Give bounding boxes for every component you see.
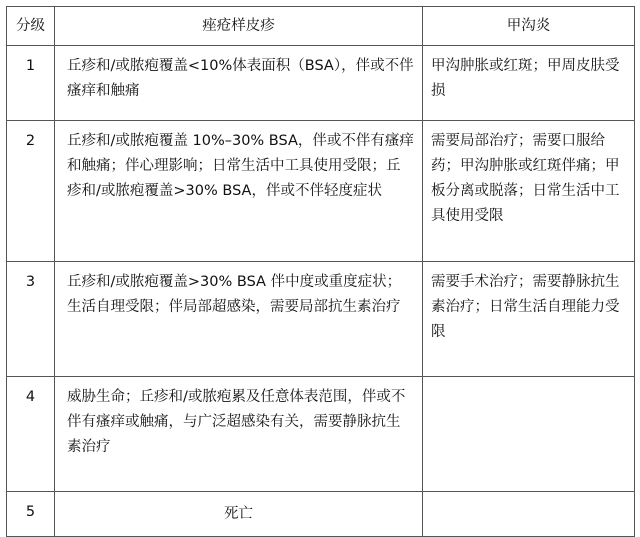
rash-text: 威胁生命；丘疹和/或脓疱累及任意体表范围，伴或不伴有瘙痒或触痛，与广泛超感染有关，需要静脉抗生素治疗: [67, 389, 406, 455]
rash-text: 丘疹和/或脓疱覆盖<10%体表面积（BSA），伴或不伴瘙痒和触痛: [67, 58, 414, 99]
nail-cell: [423, 377, 635, 492]
table-row: [7, 262, 635, 377]
rash-cell: [55, 46, 423, 121]
rash-text: 死亡: [224, 505, 253, 522]
rash-cell: [55, 121, 423, 262]
table-row: [7, 492, 635, 537]
table-row: [7, 46, 635, 121]
grade-cell: 5: [7, 492, 55, 537]
nail-text: 甲沟肿胀或红斑；甲周皮肤受损: [431, 58, 620, 99]
header-paronychia: 甲沟炎: [423, 7, 635, 46]
rash-cell: [55, 377, 423, 492]
rash-text: 丘疹和/或脓疱覆盖 10%–30% BSA，伴或不伴有瘙痒和触痛；伴心理影响；日常生活中工具使用受限；丘疹和/或脓疱覆盖>30% BSA，伴或不伴轻度症状: [67, 133, 414, 199]
grade-cell: 4: [7, 377, 55, 492]
rash-cell: [55, 492, 423, 537]
header-row: [7, 7, 635, 46]
table-row: [7, 121, 635, 262]
header-acneiform-rash: 痤疮样皮疹: [55, 7, 423, 46]
nail-cell: [423, 492, 635, 537]
table-row: [7, 377, 635, 492]
grade-cell: 3: [7, 262, 55, 377]
grade-cell: 1: [7, 46, 55, 121]
rash-cell: [55, 262, 423, 377]
grading-table: [6, 6, 635, 537]
nail-cell: [423, 262, 635, 377]
rash-text: 丘疹和/或脓疱覆盖>30% BSA 伴中度或重度症状；生活自理受限；伴局部超感染，需要局部抗生素治疗: [67, 274, 402, 315]
header-grade: 分级: [7, 7, 55, 46]
grade-cell: 2: [7, 121, 55, 262]
nail-text: 需要局部治疗；需要口服给药；甲沟肿胀或红斑伴痛；甲板分离或脱落；日常生活中工具使用受限: [431, 133, 620, 224]
nail-cell: [423, 46, 635, 121]
nail-cell: [423, 121, 635, 262]
nail-text: 需要手术治疗；需要静脉抗生素治疗；日常生活自理能力受限: [431, 274, 620, 340]
